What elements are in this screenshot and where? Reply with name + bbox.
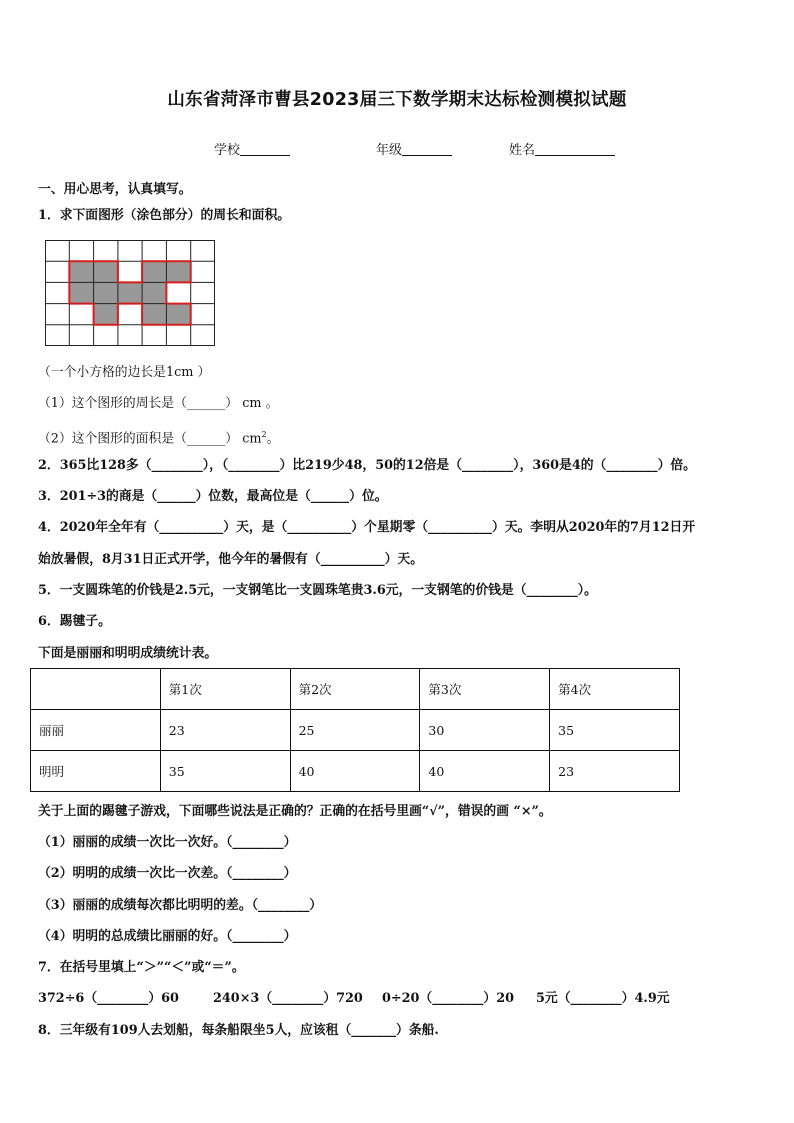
table-row [31, 751, 680, 792]
question-2: 2．365比128多（________），（________）比219少48，50的12倍是（________），360是4的（________）倍。 [38, 458, 696, 473]
q1-part2-end: 。 [266, 431, 280, 447]
table-cell: 23 [160, 710, 290, 751]
question-1-stem: 1．求下面图形（涂色部分）的周长和面积。 [38, 208, 291, 223]
question-6-prompt: 关于上面的踢毽子游戏，下面哪些说法是正确的？正确的在括号里画“√”，错误的画 “×”。 [38, 804, 552, 819]
name-blank[interactable] [535, 142, 615, 156]
school-field [214, 139, 290, 158]
question-4-line-2: 始放暑假，8月31日正式开学，他今年的暑假有（__________）天。 [38, 552, 424, 567]
q1-part1-end: 。 [265, 396, 279, 411]
table-header-cell [31, 669, 161, 710]
q1-part1-unit: cm [242, 396, 262, 411]
table-cell: 明明 [31, 751, 161, 792]
name-label: 姓名 [509, 143, 536, 158]
table-cell: 35 [550, 710, 680, 751]
table-cell: 40 [290, 751, 420, 792]
table-header-cell: 第4次 [550, 669, 680, 710]
grade-field [376, 139, 452, 158]
table-row [31, 710, 680, 751]
question-3: 3．201÷3的商是（______）位数，最高位是（______）位。 [38, 489, 388, 504]
score-table [30, 668, 680, 792]
table-cell: 35 [160, 751, 290, 792]
table-cell: 23 [550, 751, 680, 792]
table-intro: 下面是丽丽和明明成绩统计表。 [38, 646, 218, 661]
grid-figure [45, 240, 215, 346]
question-8: 8．三年级有109人去划船，每条船限坐5人，应该租（_______）条船. [38, 1023, 439, 1038]
question-6-stem: 6．踢毽子。 [38, 614, 111, 629]
compare-item: 372÷6（________）60 [38, 991, 179, 1006]
grade-label: 年级 [376, 143, 403, 158]
table-cell: 40 [420, 751, 550, 792]
grade-blank[interactable] [402, 142, 452, 156]
table-header-cell: 第3次 [420, 669, 550, 710]
judgement-item: （4）明明的总成绩比丽丽的好。（________） [38, 929, 297, 944]
q1-part2-text: （2）这个图形的面积是（______） [38, 431, 239, 447]
school-blank[interactable] [240, 142, 290, 156]
judgement-item: （3）丽丽的成绩每次都比明明的差。（________） [38, 898, 323, 913]
shaded-shape [69, 261, 190, 325]
compare-item: 0÷20（________）20 [382, 991, 515, 1006]
unit-note: （一个小方格的边长是1cm ） [38, 365, 211, 380]
question-4-line-1: 4．2020年全年有（__________）天，是（__________）个星期零（__________）天。李明从2020年的7月12日开 [38, 520, 696, 535]
table-cell: 30 [420, 710, 550, 751]
table-cell: 丽丽 [31, 710, 161, 751]
school-label: 学校 [214, 143, 241, 158]
table-header-cell: 第1次 [160, 669, 290, 710]
table-header-row [31, 669, 680, 710]
compare-item: 5元（________）4.9元 [536, 991, 670, 1006]
compare-item: 240×3（________）720 [213, 991, 363, 1006]
name-field [509, 139, 615, 158]
judgement-item: （1）丽丽的成绩一次比一次好。（________） [38, 835, 297, 850]
page-title: 山东省菏泽市曹县2023届三下数学期末达标检测模拟试题 [167, 90, 627, 110]
table-header-cell: 第2次 [290, 669, 420, 710]
q1-part2-unit: cm [242, 431, 262, 447]
question-5: 5．一支圆珠笔的价钱是2.5元，一支钢笔比一支圆珠笔贵3.6元，一支钢笔的价钱是（________）。 [38, 583, 597, 598]
table-cell: 25 [290, 710, 420, 751]
question-1-part-1 [38, 395, 278, 413]
judgement-item: （2）明明的成绩一次比一次差。（________） [38, 866, 297, 881]
section-heading: 一、用心思考，认真填写。 [38, 182, 192, 197]
q1-part2-sup: 2 [261, 430, 267, 439]
question-7-stem: 7．在括号里填上“＞”“＜”或“＝”。 [38, 960, 245, 975]
q1-part1-text: （1）这个图形的周长是（______） [38, 396, 239, 411]
question-1-part-2 [38, 426, 279, 448]
